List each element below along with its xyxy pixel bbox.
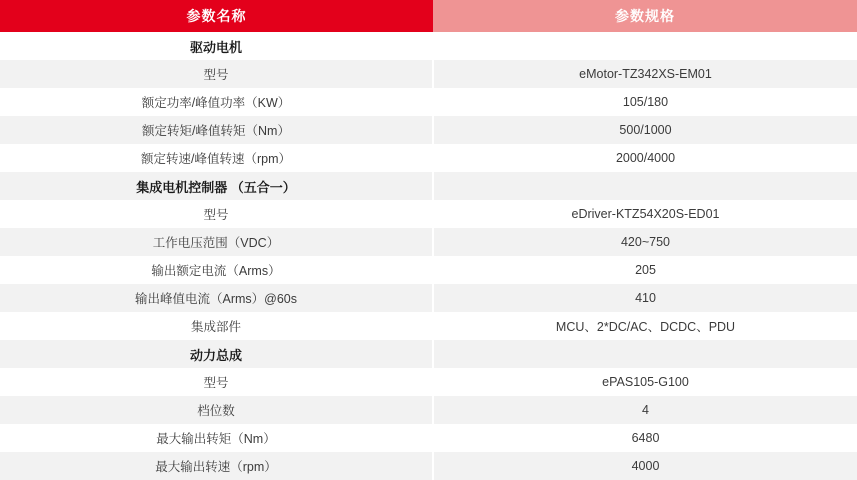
table-row: [0, 88, 857, 116]
parameter-name-cell: 工作电压范围（VDC）: [0, 228, 433, 256]
parameter-value-cell: eMotor-TZ342XS-EM01: [433, 60, 857, 88]
table-row: [0, 424, 857, 452]
column-header-parameter-spec: 参数规格: [433, 0, 857, 32]
parameter-value-cell: 6480: [433, 424, 857, 452]
parameter-name-cell: 集成部件: [0, 312, 433, 340]
parameter-name-cell: 输出峰值电流（Arms）@60s: [0, 284, 433, 312]
table-section-row: [0, 32, 857, 60]
table-row: [0, 256, 857, 284]
table-header: [0, 0, 857, 32]
table-row: [0, 200, 857, 228]
table-row: [0, 312, 857, 340]
parameter-value-cell: 420~750: [433, 228, 857, 256]
section-value-cell: [433, 32, 857, 60]
parameter-name-cell: 输出额定电流（Arms）: [0, 256, 433, 284]
section-label: 动力总成: [0, 340, 433, 368]
parameter-name-cell: 型号: [0, 368, 433, 396]
table-section-row: [0, 340, 857, 368]
table-section-row: [0, 172, 857, 200]
parameter-value-cell: 4: [433, 396, 857, 424]
table-row: [0, 144, 857, 172]
section-value-cell: [433, 340, 857, 368]
table-row: [0, 116, 857, 144]
section-value-cell: [433, 172, 857, 200]
table-row: [0, 284, 857, 312]
parameter-value-cell: 4000: [433, 452, 857, 480]
parameter-value-cell: 2000/4000: [433, 144, 857, 172]
parameter-name-cell: 最大输出转矩（Nm）: [0, 424, 433, 452]
table-row: [0, 396, 857, 424]
parameter-value-cell: MCU、2*DC/AC、DCDC、PDU: [433, 312, 857, 340]
column-header-parameter-name: 参数名称: [0, 0, 433, 32]
parameter-value-cell: ePAS105-G100: [433, 368, 857, 396]
parameter-name-cell: 档位数: [0, 396, 433, 424]
table-header-row: [0, 0, 857, 32]
parameter-name-cell: 额定转矩/峰值转矩（Nm）: [0, 116, 433, 144]
table-row: [0, 368, 857, 396]
section-label: 驱动电机: [0, 32, 433, 60]
table-row: [0, 228, 857, 256]
parameter-value-cell: 105/180: [433, 88, 857, 116]
table-row: [0, 60, 857, 88]
parameter-value-cell: 500/1000: [433, 116, 857, 144]
section-label: 集成电机控制器 （五合一）: [0, 172, 433, 200]
parameter-value-cell: 205: [433, 256, 857, 284]
parameter-name-cell: 型号: [0, 200, 433, 228]
parameter-value-cell: 410: [433, 284, 857, 312]
parameter-name-cell: 额定转速/峰值转速（rpm）: [0, 144, 433, 172]
parameter-value-cell: eDriver-KTZ54X20S-ED01: [433, 200, 857, 228]
parameter-name-cell: 最大输出转速（rpm）: [0, 452, 433, 480]
parameter-name-cell: 型号: [0, 60, 433, 88]
table-body: [0, 32, 857, 480]
parameter-name-cell: 额定功率/峰值功率（KW）: [0, 88, 433, 116]
table-row: [0, 452, 857, 480]
